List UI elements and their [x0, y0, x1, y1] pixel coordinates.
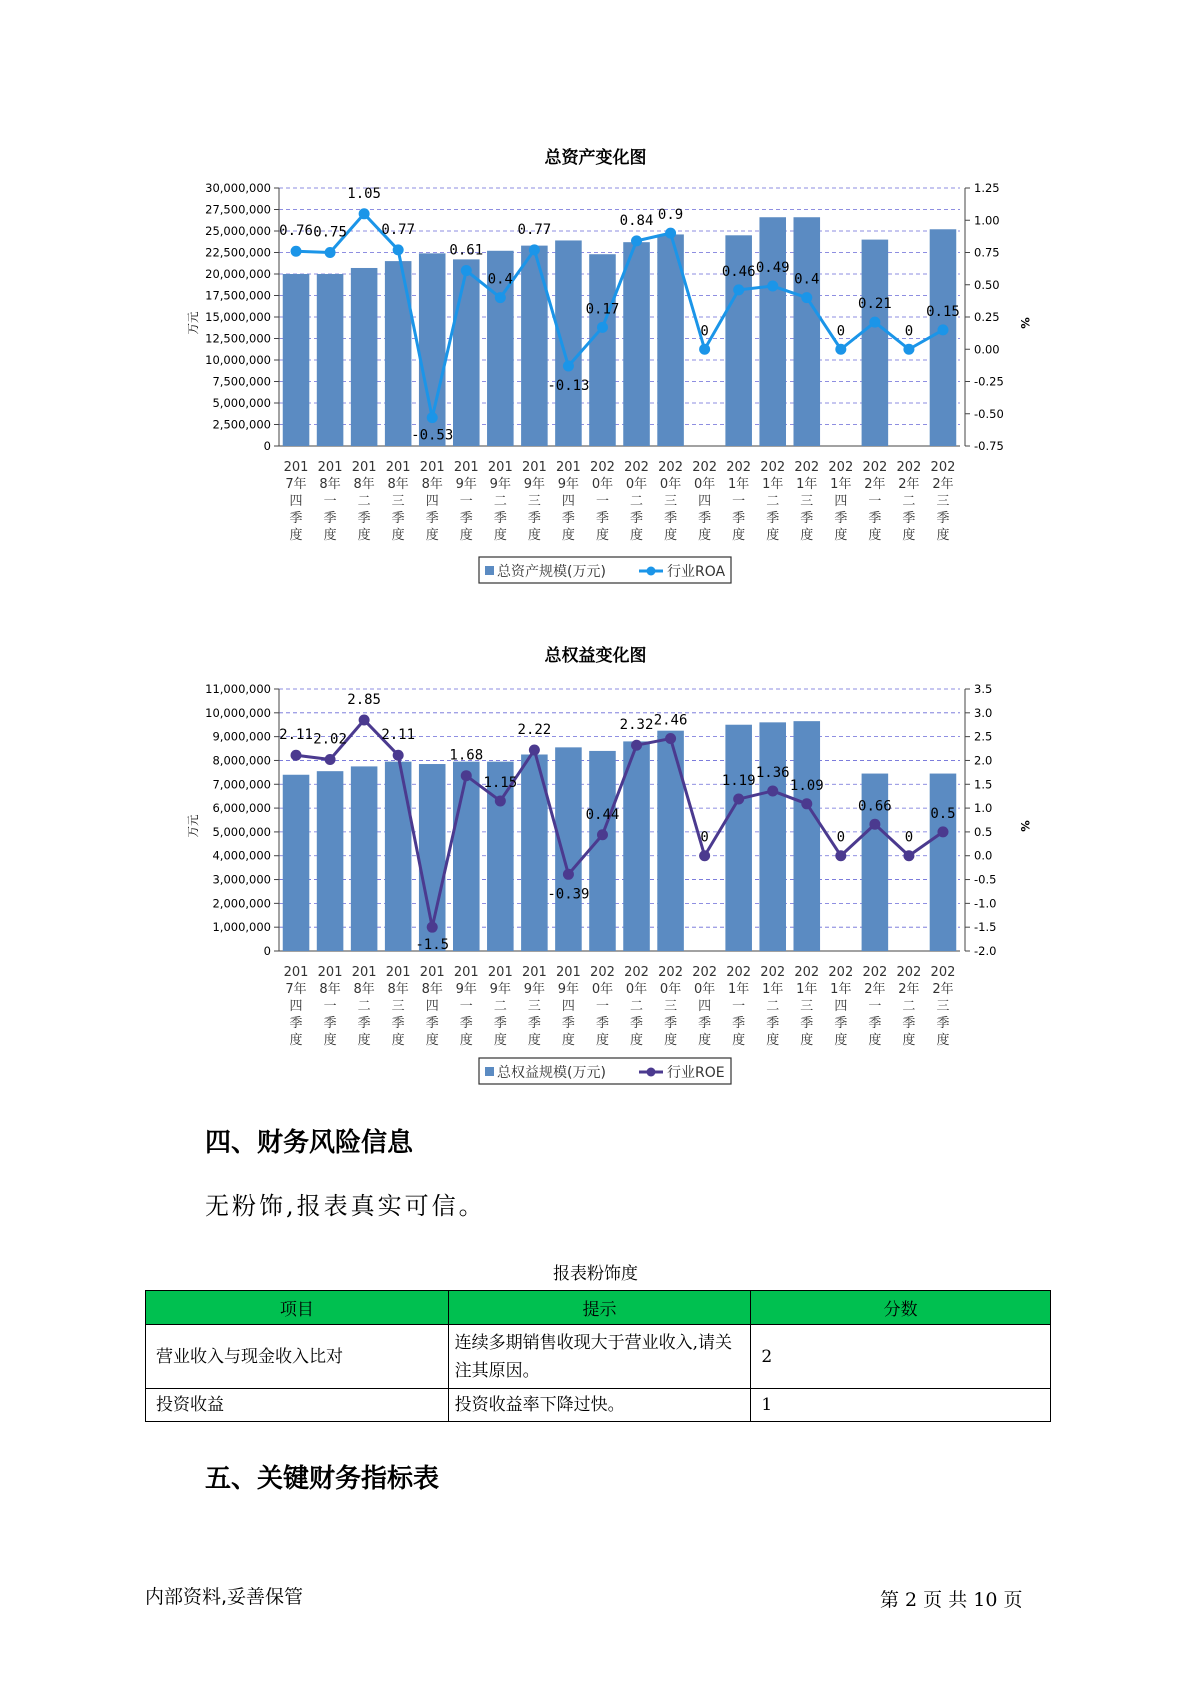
- x-tick-label: 201 9年二季度: [487, 460, 513, 543]
- y-tick-label: 7,500,000: [212, 374, 271, 389]
- line-point: [937, 826, 948, 837]
- data-label: 0.15: [926, 303, 960, 320]
- x-tick-label: 201 8年三季度: [385, 965, 411, 1048]
- x-tick-label: 202 2年三季度: [930, 460, 956, 543]
- y2-tick-label: 0.50: [974, 277, 1000, 292]
- indicators-section-heading: 五、关键财务指标表: [205, 1464, 440, 1494]
- data-label: 2.46: [653, 712, 688, 729]
- y-tick-label: 5,000,000: [212, 396, 271, 410]
- data-label: 0: [700, 323, 709, 340]
- x-tick-label: 202 1年三季度: [794, 965, 820, 1048]
- x-tick-label: 202 0年二季度: [624, 460, 649, 543]
- data-label: 0.76: [279, 223, 313, 240]
- line-point: [767, 785, 778, 796]
- bar: [453, 762, 480, 951]
- y2-tick-label: -1.0: [974, 896, 997, 911]
- y-tick-label: 9,000,000: [212, 729, 271, 744]
- legend-bar-label: 总资产规模(万元): [497, 564, 606, 580]
- x-tick-label: 202 2年一季度: [862, 965, 888, 1048]
- x-tick-label: 202 0年四季度: [692, 460, 718, 543]
- bar: [793, 721, 820, 951]
- x-tick-label: 202 0年三季度: [658, 965, 683, 1048]
- risk-section-heading: 四、财务风险信息: [205, 1128, 414, 1158]
- y-tick-label: 17,500,000: [205, 288, 271, 303]
- risk-summary-text: 无粉饰,报表真实可信。: [205, 1192, 486, 1220]
- x-tick-label: 202 2年三季度: [930, 965, 956, 1048]
- line-point: [597, 829, 608, 840]
- x-tick-label: 201 9年二季度: [487, 965, 513, 1048]
- data-label: 0.77: [381, 221, 416, 238]
- x-tick-label: 201 9年三季度: [521, 965, 547, 1048]
- legend-bar-swatch: [485, 1067, 494, 1076]
- data-label: 2.11: [279, 727, 313, 744]
- x-tick-label: 202 2年一季度: [862, 460, 888, 543]
- y2-tick-label: -2.0: [974, 944, 997, 958]
- bar: [351, 766, 378, 951]
- line-point: [835, 850, 846, 861]
- y2-tick-label: 0.25: [974, 310, 1000, 324]
- line-point: [325, 754, 336, 765]
- x-tick-label: 202 2年二季度: [896, 460, 922, 543]
- data-label: 0.4: [794, 271, 820, 288]
- data-label: 0: [904, 323, 914, 340]
- header-hint: 提示: [448, 1291, 751, 1325]
- data-label: 0.44: [585, 806, 620, 823]
- x-tick-label: 201 9年一季度: [453, 460, 479, 543]
- y-tick-label: 11,000,000: [205, 682, 271, 696]
- y2-tick-label: -0.5: [974, 872, 997, 887]
- y2-tick-label: -1.5: [974, 920, 997, 935]
- table-row: [146, 1389, 1051, 1422]
- equity-chart-title: 总权益变化图: [544, 646, 647, 666]
- bar: [385, 762, 412, 951]
- data-label: 0.4: [487, 271, 513, 288]
- data-label: 0.9: [657, 207, 684, 224]
- bar: [589, 751, 616, 951]
- y-tick-label: 4,000,000: [212, 848, 271, 863]
- data-label: 0.77: [517, 221, 552, 238]
- data-label: -0.13: [547, 378, 590, 395]
- y2-tick-label: 0.00: [974, 342, 1000, 357]
- y-tick-label: 2,000,000: [212, 896, 271, 911]
- legend-line-label: 行业ROE: [667, 1065, 725, 1081]
- line-point: [495, 795, 506, 806]
- x-tick-label: 201 9年三季度: [521, 460, 547, 543]
- line-point: [461, 770, 472, 781]
- y2-tick-label: 1.0: [974, 801, 993, 816]
- data-label: 1.15: [483, 774, 518, 791]
- line-point: [393, 750, 404, 761]
- footer-page-number: 第 2 页 共 10 页: [880, 1589, 1023, 1611]
- y-tick-label: 30,000,000: [205, 181, 271, 195]
- x-tick-label: 202 0年三季度: [658, 460, 683, 543]
- data-label: 0.75: [313, 224, 347, 241]
- legend-line-marker: [647, 1068, 656, 1077]
- x-tick-label: 201 7年四季度: [283, 460, 309, 543]
- x-tick-label: 202 0年一季度: [590, 460, 615, 543]
- table-row: [146, 1325, 1051, 1389]
- y-axis-title: 万元: [186, 814, 200, 838]
- data-label: 2.02: [313, 731, 347, 748]
- data-label: 0.84: [619, 212, 654, 229]
- row-hint: 投资收益率下降过快。: [448, 1389, 751, 1422]
- y2-tick-label: 2.5: [974, 729, 993, 744]
- y-tick-label: 3,000,000: [212, 872, 271, 887]
- line-point: [427, 922, 438, 933]
- y-axis-title: 万元: [186, 311, 200, 335]
- y2-tick-label: 2.0: [974, 753, 993, 768]
- y-tick-label: 8,000,000: [212, 753, 271, 768]
- y-tick-label: 0: [263, 439, 271, 453]
- y2-tick-label: 1.5: [974, 777, 993, 792]
- y-tick-label: 2,500,000: [212, 417, 271, 432]
- data-label: 1.05: [347, 185, 381, 202]
- y-tick-label: 10,000,000: [205, 353, 271, 367]
- data-label: 2.85: [347, 691, 381, 708]
- line-point: [631, 740, 642, 751]
- line-point: [529, 744, 540, 755]
- x-tick-label: 201 9年一季度: [453, 965, 479, 1048]
- y2-axis-title: %: [1018, 317, 1032, 329]
- x-tick-label: 201 8年一季度: [317, 460, 343, 543]
- bar: [759, 722, 786, 951]
- x-tick-label: 201 8年四季度: [419, 965, 445, 1048]
- y2-tick-label: -0.75: [974, 439, 1004, 453]
- bar: [930, 774, 957, 951]
- row-score: 1: [751, 1389, 1051, 1422]
- legend-bar-label: 总权益规模(万元): [497, 1065, 606, 1081]
- line-point: [869, 819, 880, 830]
- data-label: 0.49: [755, 260, 790, 277]
- table-header-row: [146, 1291, 1051, 1325]
- y-tick-label: 12,500,000: [205, 331, 271, 346]
- footer-confidential: 内部资料,妥善保管: [145, 1586, 304, 1608]
- y-tick-label: 25,000,000: [205, 224, 271, 238]
- line-point: [291, 750, 302, 761]
- x-tick-label: 201 8年三季度: [385, 460, 411, 543]
- line-point: [665, 733, 676, 744]
- x-tick-label: 201 8年二季度: [351, 965, 377, 1048]
- data-label: 0.17: [585, 301, 620, 318]
- data-label: 2.32: [619, 717, 654, 734]
- y-tick-label: 5,000,000: [212, 824, 271, 839]
- header-score: 分数: [751, 1291, 1051, 1325]
- x-tick-label: 202 1年二季度: [760, 965, 786, 1048]
- y-tick-label: 7,000,000: [212, 777, 271, 792]
- x-tick-label: 202 1年一季度: [726, 965, 752, 1048]
- line-point: [563, 869, 574, 880]
- data-label: 1.36: [755, 764, 790, 781]
- x-tick-label: 201 9年四季度: [556, 965, 581, 1048]
- x-tick-label: 202 2年二季度: [896, 965, 922, 1048]
- data-label: 0.61: [449, 242, 484, 259]
- x-tick-label: 202 1年四季度: [828, 965, 854, 1048]
- y2-tick-label: 0.5: [974, 824, 993, 839]
- bar: [657, 731, 684, 951]
- data-label: 0.21: [858, 296, 892, 313]
- x-tick-label: 202 1年一季度: [726, 460, 752, 543]
- bar: [725, 725, 752, 951]
- y2-tick-label: 1.25: [974, 181, 1000, 195]
- data-label: 0.46: [721, 263, 756, 280]
- data-label: 1.68: [449, 747, 484, 764]
- data-label: 0: [836, 829, 846, 846]
- row-item: 营业收入与现金收入比对: [146, 1325, 449, 1389]
- line-point: [699, 850, 710, 861]
- y2-tick-label: -0.25: [974, 374, 1004, 389]
- line-point: [801, 798, 812, 809]
- legend-line-label: 行业ROA: [667, 564, 726, 580]
- line-point: [733, 794, 744, 805]
- window-dressing-table: [145, 1290, 1051, 1422]
- x-tick-label: 202 0年一季度: [590, 965, 615, 1048]
- asset-chart-title: 总资产变化图: [544, 148, 647, 168]
- data-label: 2.22: [517, 721, 552, 738]
- y-tick-label: 27,500,000: [205, 202, 271, 217]
- y2-tick-label: 1.00: [974, 213, 1000, 228]
- data-label: 0: [904, 829, 914, 846]
- y2-tick-label: 0.0: [974, 848, 993, 863]
- y2-tick-label: 3.0: [974, 705, 993, 720]
- x-tick-label: 201 8年二季度: [351, 460, 377, 543]
- y2-tick-label: 0.75: [974, 245, 1000, 260]
- data-label: -0.53: [411, 427, 454, 444]
- bar: [555, 747, 582, 951]
- header-item: 项目: [146, 1291, 449, 1325]
- x-tick-label: 202 1年二季度: [760, 460, 786, 543]
- bar: [317, 771, 344, 951]
- x-tick-label: 201 8年四季度: [419, 460, 445, 543]
- data-label: 1.09: [789, 777, 824, 794]
- data-label: 2.11: [381, 727, 416, 744]
- x-tick-label: 201 7年四季度: [283, 965, 309, 1048]
- data-label: 1.19: [721, 773, 756, 790]
- y2-axis-title: %: [1018, 820, 1032, 832]
- y2-tick-label: -0.50: [974, 406, 1004, 421]
- data-label: -0.39: [547, 886, 590, 903]
- y2-tick-label: 3.5: [974, 682, 993, 696]
- x-tick-label: 201 8年一季度: [317, 965, 343, 1048]
- y-tick-label: 6,000,000: [212, 801, 271, 816]
- line-point: [359, 714, 370, 725]
- x-tick-label: 202 0年四季度: [692, 965, 718, 1048]
- data-label: -1.5: [415, 937, 450, 954]
- row-hint: 连续多期销售收现大于营业收入,请关注其原因。: [448, 1325, 751, 1389]
- y-tick-label: 1,000,000: [212, 920, 271, 935]
- y-tick-label: 15,000,000: [205, 310, 271, 324]
- bar: [283, 775, 310, 951]
- row-item: 投资收益: [146, 1389, 449, 1422]
- x-tick-label: 201 9年四季度: [556, 460, 581, 543]
- data-label: 0.5: [930, 805, 956, 822]
- data-label: 0.66: [858, 798, 892, 815]
- y-tick-label: 10,000,000: [205, 705, 271, 720]
- data-label: 0: [700, 829, 709, 846]
- x-tick-label: 202 1年三季度: [794, 460, 820, 543]
- row-score: 2: [751, 1325, 1051, 1389]
- data-label: 0: [836, 323, 846, 340]
- x-tick-label: 202 1年四季度: [828, 460, 854, 543]
- y-tick-label: 20,000,000: [205, 267, 271, 281]
- y-tick-label: 22,500,000: [205, 245, 271, 260]
- x-tick-label: 202 0年二季度: [624, 965, 649, 1048]
- table-caption: 报表粉饰度: [553, 1264, 638, 1284]
- y-tick-label: 0: [263, 944, 271, 958]
- line-point: [903, 850, 914, 861]
